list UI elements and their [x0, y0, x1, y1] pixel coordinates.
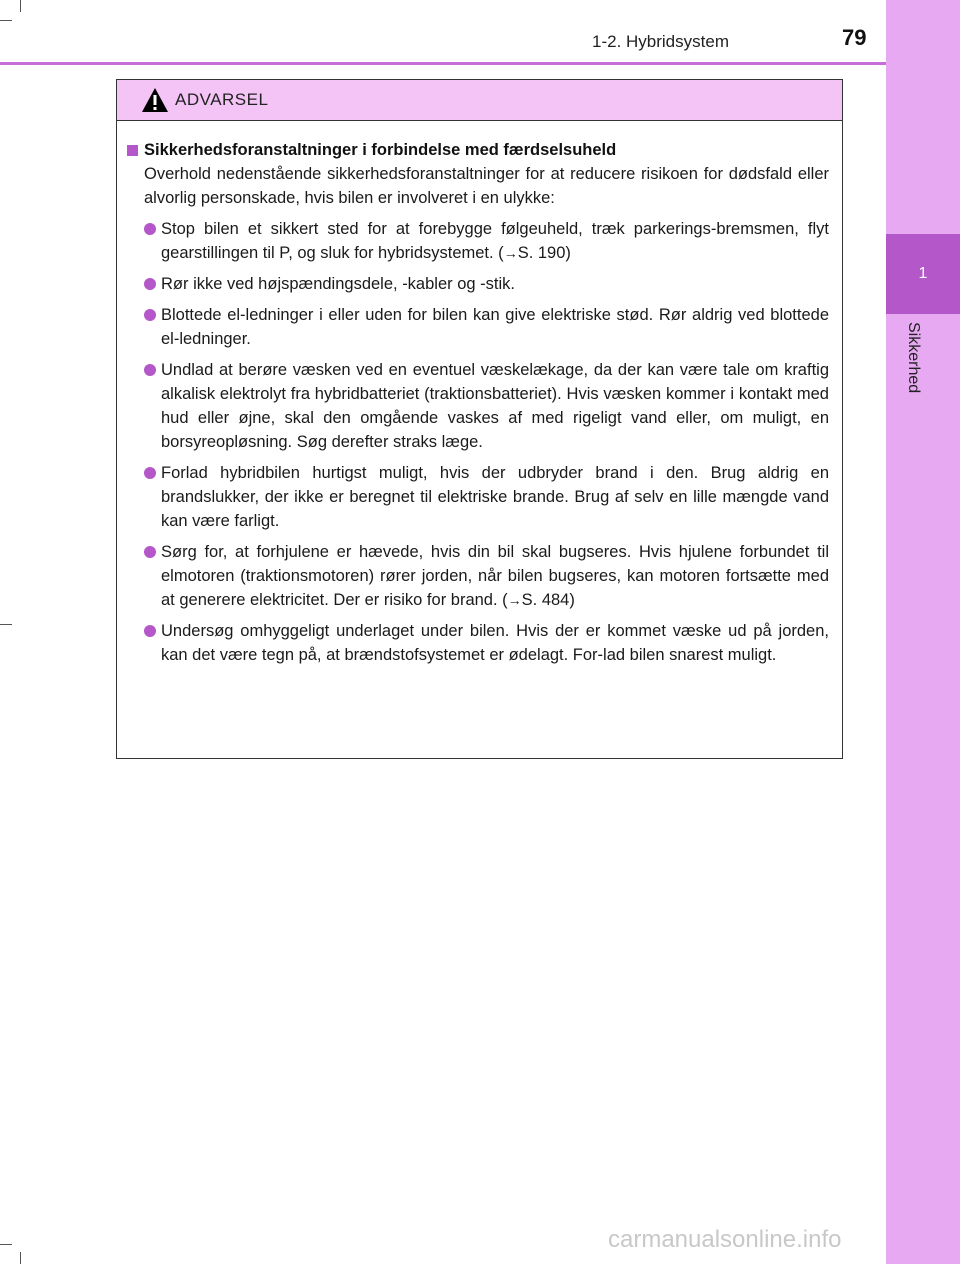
intro-paragraph: Overhold nedenstående sikkerhedsforanstaltninger for at reducere risikoen for dødsfald eller alvorlig personskade, hvis bilen er involveret i en ulykke: — [144, 165, 829, 207]
section-title: 1-2. Hybridsystem — [592, 32, 729, 51]
bullet-dot-icon — [144, 467, 156, 479]
crop-mark — [20, 0, 21, 12]
list-item — [144, 303, 829, 351]
list-item-text: Rør ikke ved højspændingsdele, -kabler og -stik. — [161, 275, 515, 293]
bullet-dot-icon — [144, 223, 156, 235]
crop-mark — [0, 624, 12, 625]
warning-body — [127, 138, 829, 667]
arrow-right-icon: → — [507, 592, 522, 608]
list-item — [144, 358, 829, 454]
watermark: carmanualsonline.info — [608, 1226, 842, 1253]
warning-triangle-icon — [141, 87, 169, 113]
list-item — [144, 540, 829, 612]
bullet-dot-icon — [144, 625, 156, 637]
list-item-text: Blottede el-ledninger i eller uden for bilen kan give elektriske stød. Rør aldrig ved blottede el-ledninger. — [161, 306, 829, 348]
chapter-label: Sikkerhed — [905, 322, 922, 394]
crop-mark — [20, 1252, 21, 1264]
list-item-text: Undersøg omhyggeligt underlaget under bilen. Hvis der er kommet væske ud på jorden, kan det være tegn på, at brændstofsystemet er ødelagt. For-lad bilen snarest muligt. — [161, 622, 829, 664]
warning-title: ADVARSEL — [175, 90, 269, 109]
crop-mark — [0, 20, 12, 21]
list-item-text: Forlad hybridbilen hurtigst muligt, hvis der udbryder brand i den. Brug aldrig en brandslukker, der ikke er beregnet til elektriske brande. Brug af selv en lille mængde vand kan være farligt. — [161, 464, 829, 530]
warning-box — [116, 79, 843, 759]
bullet-dot-icon — [144, 364, 156, 376]
warning-header — [117, 80, 842, 121]
header-rule — [0, 62, 886, 65]
page-reference-link[interactable]: S. 190) — [517, 244, 571, 262]
list-item-text: Sørg for, at forhjulene er hævede, hvis din bil skal bugseres. Hvis hjulene forbundet til elmotoren (traktionsmotoren) rører jorden, når bilen bugseres, kan motoren fortsætte med at generere elektricitet. Der er risiko for brand. ( — [161, 543, 829, 609]
chapter-tab[interactable] — [886, 234, 960, 314]
chapter-number: 1 — [918, 265, 928, 282]
section-heading — [127, 138, 829, 162]
arrow-right-icon: → — [503, 245, 518, 261]
list-item — [144, 272, 829, 296]
page-reference-link[interactable]: S. 484) — [521, 591, 575, 609]
bullet-list — [127, 217, 829, 667]
list-item — [144, 619, 829, 667]
list-item-text: Stop bilen et sikkert sted for at forebygge følgeuheld, træk parkerings-bremsmen, flyt gearstillingen til P, og sluk for hybridsystemet. ( — [161, 220, 829, 262]
section-heading-text: Sikkerhedsforanstaltninger i forbindelse med færdselsuheld — [144, 141, 617, 159]
list-item-text: Undlad at berøre væsken ved en eventuel væskelækage, da der kan være tale om kraftig alkalisk elektrolyt fra hybridbatteriet (traktionsbatteriet). Hvis væsken kommer i kontakt med hud eller øjne, skal den omgående vaskes af med rigeligt vand eller, om muligt, en borsyreopløsning. Søg derefter straks læge. — [161, 361, 829, 451]
side-tab-strip — [886, 0, 960, 1264]
bullet-dot-icon — [144, 546, 156, 558]
square-bullet-icon — [127, 145, 138, 156]
bullet-dot-icon — [144, 309, 156, 321]
bullet-dot-icon — [144, 278, 156, 290]
page-number: 79 — [842, 25, 867, 50]
list-item — [144, 217, 829, 265]
crop-mark — [0, 1244, 12, 1245]
list-item — [144, 461, 829, 533]
